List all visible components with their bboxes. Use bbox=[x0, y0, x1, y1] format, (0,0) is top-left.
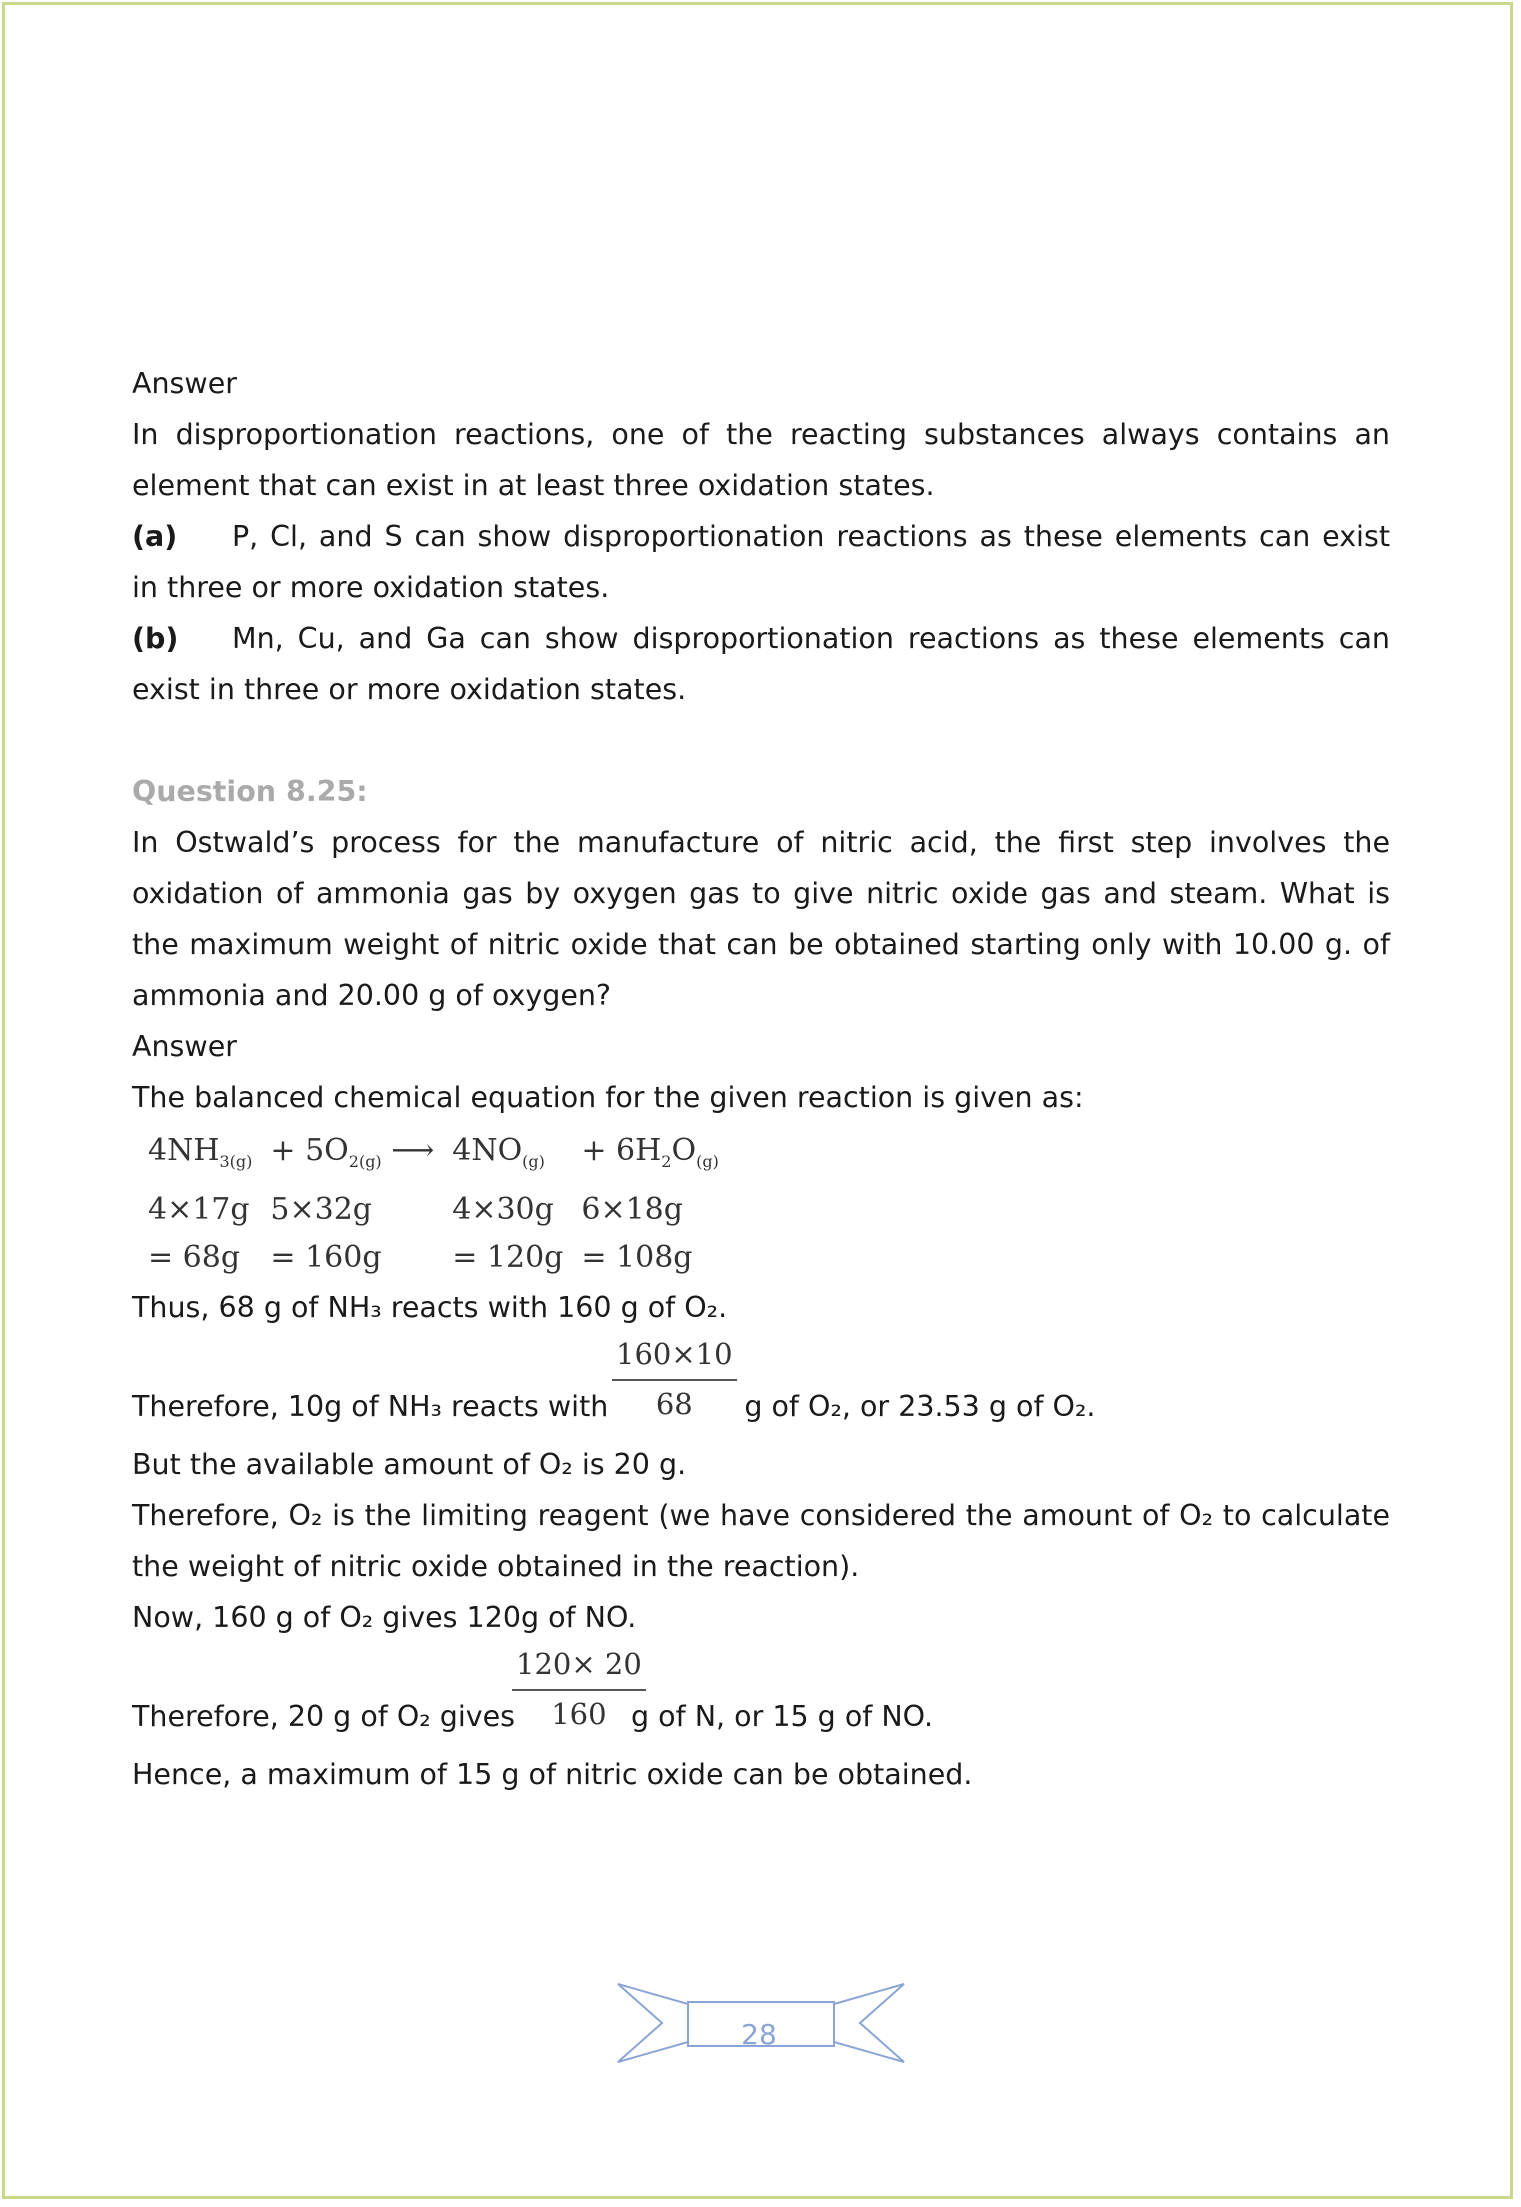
line-limiting: Therefore, O₂ is the limiting reagent (we have considered the amount of O₂ to calculate the weight of nitric oxide obtained in the reaction). bbox=[132, 1499, 1390, 1583]
reaction-arrow: ⟶ bbox=[391, 1133, 435, 1168]
line-available: But the available amount of O₂ is 20 g. bbox=[132, 1448, 687, 1481]
equation-intro: The balanced chemical equation for the given reaction is given as: bbox=[132, 1081, 1084, 1114]
fraction-120x20-over-160: $\frac{120\times 20}{160}$ bbox=[512, 1643, 646, 1735]
page-content bbox=[132, 358, 1390, 1800]
fraction-160x10-over-68: $\frac{160\times 10}{68}$ bbox=[612, 1333, 737, 1425]
line-now: Now, 160 g of O₂ gives 120g of NO. bbox=[132, 1601, 637, 1634]
chemical-equation bbox=[148, 1127, 1390, 1282]
line-fraction-2: Therefore, 20 g of O₂ gives g of N, or 15 g of NO. $\frac{120\times 20}{160}$ bbox=[132, 1643, 1390, 1749]
part-a-label: (a) bbox=[132, 520, 178, 553]
question-heading: Question 8.25: bbox=[132, 775, 368, 808]
answer-intro: In disproportionation reactions, one of the reacting substances always contains an element that can exist in at least three oxidation states. bbox=[132, 418, 1390, 502]
line-fraction-1: Therefore, 10g of NH₃ reacts with g of O₂, or 23.53 g of O₂. $\frac{160\times 10}{68}$ bbox=[132, 1333, 1390, 1439]
part-b bbox=[132, 613, 1390, 715]
question-text: In Ostwald’s process for the manufacture of nitric acid, the first step involves the oxidation of ammonia gas by oxygen gas to give nitric oxide gas and steam. What is the maximum weight of nitric oxide that can be obtained starting only with 10.00 g. of ammonia and 20.00 g of oxygen? bbox=[132, 826, 1390, 1012]
part-b-text: Mn, Cu, and Ga can show disproportionation reactions as these elements can exist in three or more oxidation states. bbox=[132, 622, 1390, 706]
part-a bbox=[132, 511, 1390, 613]
equation-row-masses: 4×17g 5×32g 4×30g 6×18g bbox=[148, 1192, 683, 1227]
answer-heading: Answer bbox=[132, 367, 237, 400]
part-b-label: (b) bbox=[132, 622, 179, 655]
part-a-text: P, Cl, and S can show disproportionation reactions as these elements can exist in three or more oxidation states. bbox=[132, 520, 1390, 604]
line-thus: Thus, 68 g of NH₃ reacts with 160 g of O₂. bbox=[132, 1291, 728, 1324]
page-number: 28 bbox=[741, 2018, 777, 2051]
equation-row-totals: = 68g = 160g = 120g = 108g bbox=[148, 1240, 693, 1275]
answer-heading-2: Answer bbox=[132, 1030, 237, 1063]
line-conclusion: Hence, a maximum of 15 g of nitric oxide can be obtained. bbox=[132, 1758, 973, 1791]
equation-row-formula: $4NH_{3(g)}$ + $5O_{2(g)}$ ⟶ $4NO_{(g)}$ + $6H_2O_{(g)}$ bbox=[148, 1133, 719, 1171]
